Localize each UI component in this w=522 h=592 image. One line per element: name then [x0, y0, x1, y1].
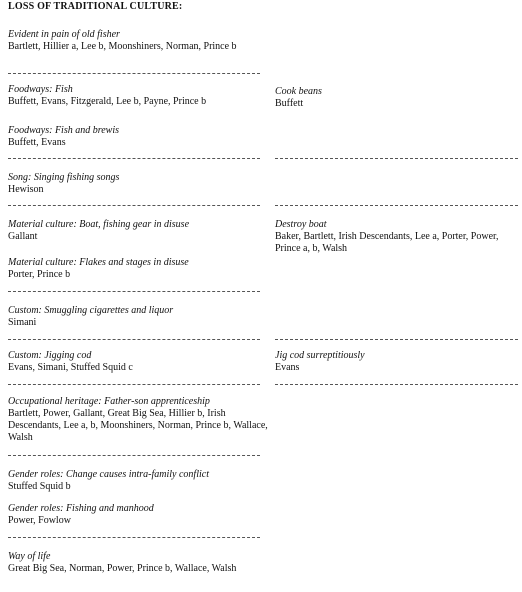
entry-topic: Jig cod surreptitiously — [275, 350, 365, 361]
divider — [8, 455, 260, 456]
entry-songs: Baker, Bartlett, Irish Descendants, Lee a, Porter, Power, Prince a, b, Walsh — [275, 231, 499, 254]
entry-songs: Buffett, Evans, Fitzgerald, Lee b, Payne, Prince b — [8, 96, 207, 107]
section-title: LOSS OF TRADITIONAL CULTURE: — [8, 1, 183, 12]
divider — [8, 537, 260, 538]
entry-songs: Evans — [275, 362, 300, 373]
entry-topic: Way of life — [8, 551, 51, 562]
divider — [8, 384, 260, 385]
entry-old-fisher — [8, 29, 258, 53]
entry-occupational-heritage — [8, 396, 270, 444]
entry-topic: Gender roles: Fishing and manhood — [8, 503, 154, 514]
entry-topic: Material culture: Boat, fishing gear in disuse — [8, 219, 190, 230]
entry-topic: Cook beans — [275, 86, 322, 97]
divider — [8, 158, 260, 159]
entry-songs: Stuffed Squid b — [8, 481, 71, 492]
entry-songs: Porter, Prince b — [8, 269, 71, 280]
entry-songs: Bartlett, Hillier a, Lee b, Moonshiners, Norman, Prince b — [8, 41, 237, 52]
entry-foodways-fish — [8, 84, 273, 108]
entry-topic: Material culture: Flakes and stages in disuse — [8, 257, 189, 268]
entry-way-of-life — [8, 551, 258, 575]
entry-jigging-cod — [8, 350, 270, 374]
entry-topic: Foodways: Fish — [8, 84, 73, 95]
entry-topic: Custom: Jigging cod — [8, 350, 92, 361]
entry-destroy-boat — [275, 219, 517, 255]
divider — [275, 205, 518, 206]
entry-topic: Destroy boat — [275, 219, 327, 230]
entry-singing-fishing-songs — [8, 172, 258, 196]
entry-fishing-and-manhood — [8, 503, 270, 527]
entry-songs: Hewison — [8, 184, 44, 195]
entry-boat-fishing-gear — [8, 219, 270, 243]
entry-jig-cod-surreptitiously — [275, 350, 515, 374]
entry-cook-beans — [275, 86, 515, 110]
entry-topic: Song: Singing fishing songs — [8, 172, 120, 183]
entry-flakes-and-stages — [8, 257, 270, 281]
entry-songs: Simani — [8, 317, 37, 328]
entry-songs: Buffett, Evans — [8, 137, 66, 148]
entry-songs: Gallant — [8, 231, 38, 242]
divider — [8, 339, 260, 340]
entry-topic: Foodways: Fish and brewis — [8, 125, 120, 136]
entry-songs: Evans, Simani, Stuffed Squid c — [8, 362, 133, 373]
divider — [8, 73, 260, 74]
entry-intra-family-conflict — [8, 469, 270, 493]
entry-songs: Great Big Sea, Norman, Power, Prince b, Wallace, Walsh — [8, 563, 237, 574]
entry-fish-and-brewis — [8, 125, 258, 149]
entry-songs: Bartlett, Power, Gallant, Great Big Sea, Hillier b, Irish Descendants, Lee a, b, Moonshiners, Norman, Prince b, Wallace, Walsh — [8, 408, 268, 443]
entry-songs: Power, Fowlow — [8, 515, 71, 526]
divider — [8, 205, 260, 206]
divider — [275, 158, 518, 159]
entry-topic: Evident in pain of old fisher — [8, 29, 120, 40]
entry-smuggling — [8, 305, 270, 329]
entry-topic: Custom: Smuggling cigarettes and liquor — [8, 305, 174, 316]
entry-topic: Gender roles: Change causes intra-family conflict — [8, 469, 209, 480]
divider — [275, 384, 518, 385]
divider — [8, 291, 260, 292]
divider — [275, 339, 518, 340]
entry-songs: Buffett — [275, 98, 304, 109]
entry-topic: Occupational heritage: Father-son apprenticeship — [8, 396, 210, 407]
